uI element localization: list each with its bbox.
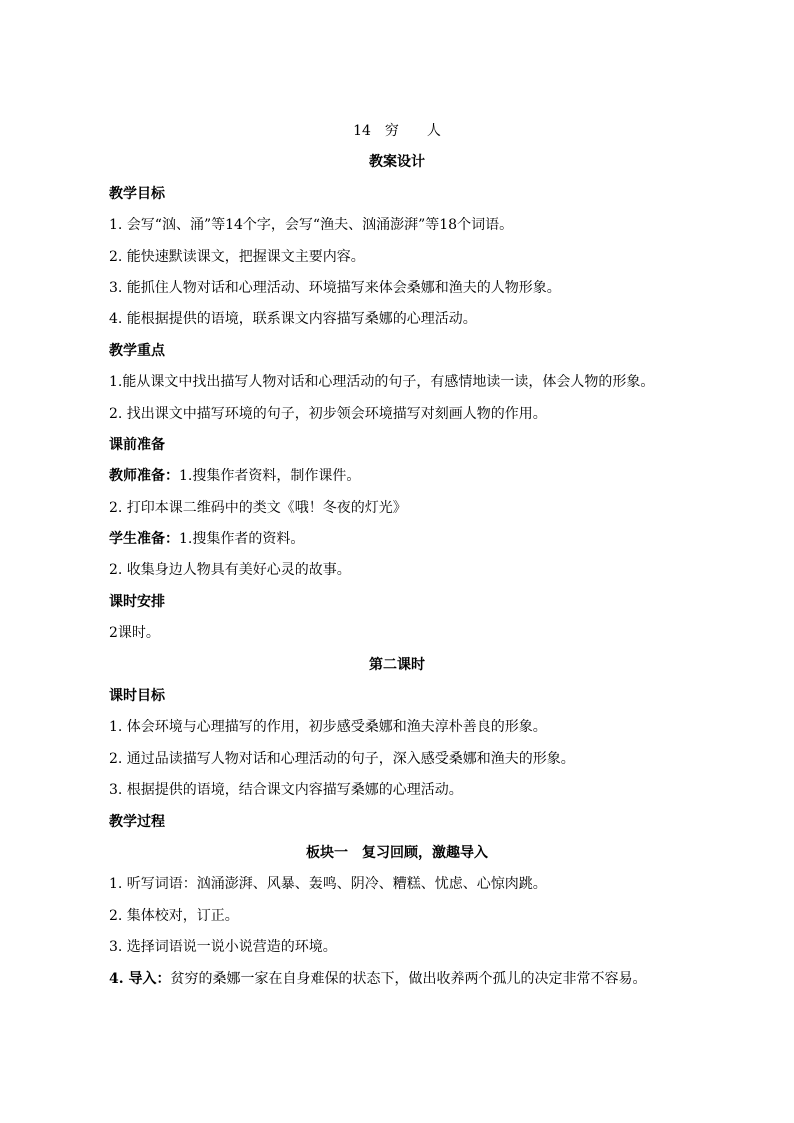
key-point-item: 2. 找出课文中描写环境的句子，初步领会环境描写对刻画人物的作用。 <box>109 405 547 422</box>
document-subtitle: 教案设计 <box>369 154 425 171</box>
teacher-preparation-label: 教师准备： <box>109 468 179 485</box>
process-step-intro-text: 贫穷的桑娜一家在自身难保的状态下，做出收养两个孤儿的决定非常不容易。 <box>170 970 647 987</box>
process-step: 3. 选择词语说一说小说营造的环境。 <box>109 939 337 956</box>
teacher-preparation-item: 2. 打印本课二维码中的类文《哦！冬夜的灯光》 <box>109 499 407 516</box>
teacher-preparation-item: 1.搜集作者资料，制作课件。 <box>179 468 361 485</box>
goal-item: 3. 能抓住人物对话和心理活动、环境描写来体会桑娜和渔夫的人物形象。 <box>109 279 561 296</box>
process-step-intro <box>109 964 685 995</box>
student-preparation-label: 学生准备： <box>109 531 179 548</box>
process-step-intro-label: 4. 导入： <box>109 970 171 987</box>
second-lesson-heading: 第二课时 <box>369 656 425 673</box>
teacher-preparation <box>109 461 685 492</box>
lesson-number: 14 <box>353 123 371 139</box>
key-point-item: 1.能从课文中找出描写人物对话和心理活动的句子，有感情地读一读，体会人物的形象。 <box>109 374 655 391</box>
lesson-goal-item: 1. 体会环境与心理描写的作用，初步感受桑娜和渔夫淳朴善良的形象。 <box>109 719 547 736</box>
lesson-goal-item: 3. 根据提供的语境，结合课文内容描写桑娜的心理活动。 <box>109 782 463 799</box>
goal-item: 1. 会写“汹、涌”等14个字，会写“渔夫、汹涌澎湃”等18个词语。 <box>109 217 514 234</box>
schedule-heading: 课时安排 <box>109 593 165 610</box>
process-heading: 教学过程 <box>109 813 165 830</box>
lesson-title-char-1: 穷 <box>384 123 399 139</box>
lesson-title-char-2: 人 <box>426 123 441 139</box>
lesson-goal-item: 2. 通过品读描写人物对话和心理活动的句子，深入感受桑娜和渔夫的形象。 <box>109 750 575 767</box>
key-points-heading: 教学重点 <box>109 342 165 359</box>
document-page <box>109 116 685 995</box>
student-preparation-item: 2. 收集身边人物具有美好心灵的故事。 <box>109 562 351 579</box>
student-preparation <box>109 524 685 555</box>
lesson-goals-heading: 课时目标 <box>109 688 165 705</box>
goal-item: 2. 能快速默读课文，把握课文主要内容。 <box>109 248 365 265</box>
student-preparation-item: 1.搜集作者的资料。 <box>179 531 305 548</box>
process-step: 2. 集体校对，订正。 <box>109 907 239 924</box>
preparation-heading: 课前准备 <box>109 436 165 453</box>
schedule-text: 2课时。 <box>109 625 160 642</box>
lesson-title <box>109 116 685 147</box>
process-step: 1. 听写词语：汹涌澎湃、风暴、轰鸣、阴冷、糟糕、忧虑、心惊肉跳。 <box>109 876 547 893</box>
block-title: 板块一 复习回顾，激趣导入 <box>306 844 488 861</box>
goal-item: 4. 能根据提供的语境，联系课文内容描写桑娜的心理活动。 <box>109 311 477 328</box>
goals-heading: 教学目标 <box>109 185 165 202</box>
